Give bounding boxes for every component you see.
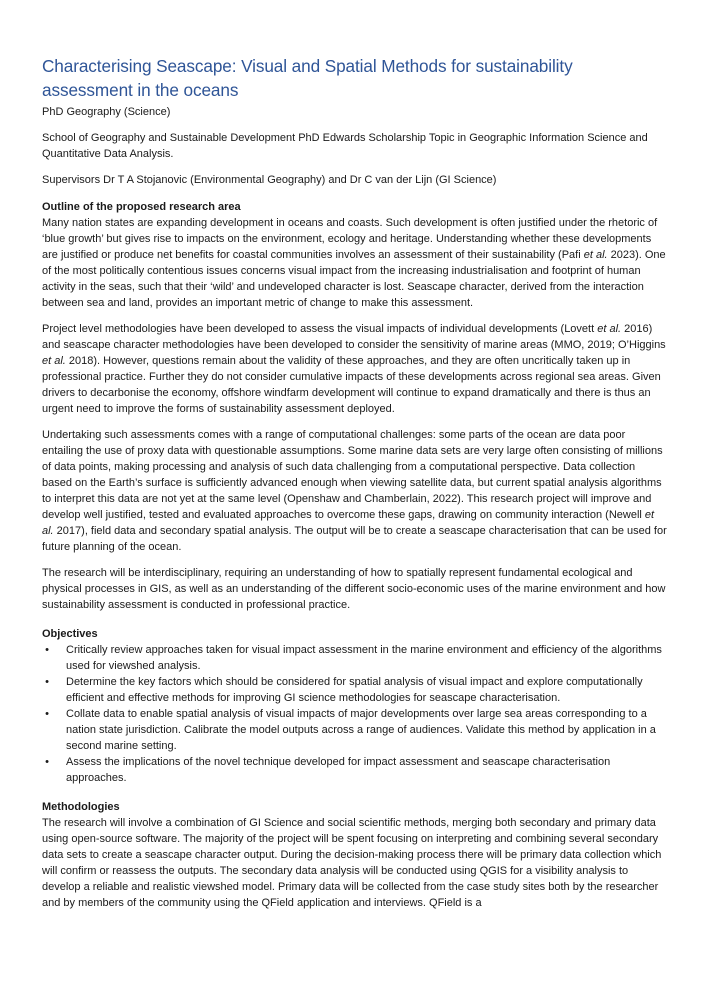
outline-paragraph-2: Project level methodologies have been developed to assess the visual impacts of individual developments (Lovett et al. 2016) and seascape character methodologies have been developed to consider the sensitivity of marine areas (MMO, 2019; O’Higgins et al. 2018). However, questions remain about the validity of these approaches, and they are often uncritically taken up in professional practice. Further they do not consider cumulative impacts of these developments across regional sea areas. Given drivers to decarbonise the economy, offshore windfarm development will continue to expand dramatically and there is thus an urgent need to improve the forms of sustainability assessment deployed. [42,323,666,415]
bullet-icon: • [45,676,49,688]
bullet-icon: • [45,756,49,768]
outline-heading: Outline of the proposed research area [42,201,241,213]
school-line: School of Geography and Sustainable Development PhD Edwards Scholarship Topic in Geographic Information Science and Quantitative Data Analysis. [42,132,648,160]
methodologies-heading: Methodologies [42,801,120,813]
methodologies-paragraph-1: The research will involve a combination of GI Science and social scientific methods, merging both secondary and primary data using open-source software. The majority of the project will be spent focusing on interpreting and combining several secondary data sets to create a seascape character output. During the decision-making process there will be primary data collection which will confirm or reassess the outputs. The secondary data analysis will be conducted using QGIS for a visibility analysis to develop a reliable and realistic viewshed model. Primary data will be collected from the case study sites both by the researcher and by members of the community using the QField application and interviews. QField is a [42,817,662,909]
degree-line: PhD Geography (Science) [42,106,171,118]
list-item: • Assess the implications of the novel technique developed for impact assessment and seascape characterisation approaches. [42,754,667,786]
document-title: Characterising Seascape: Visual and Spatial Methods for sustainability assessment in the oceans [42,56,573,100]
outline-paragraph-1: Many nation states are expanding development in oceans and coasts. Such development is often justified under the rhetoric of ‘blue growth’ but gives rise to impacts on the environment, ecology and heritage. Understanding whether these developments are justified or produce net benefits for coastal communities involves an assessment of their sustainability (Pafi et al. 2023). One of the most politically contentious issues concerns visual impact from the increasing industrialisation and footprint of human activity in the seas, such that their ‘wild’ and undeveloped character is lost. Seascape character, derived from the interaction between sea and land, provides an important metric of change to make this assessment. [42,217,666,309]
objectives-heading: Objectives [42,628,98,640]
objectives-list [42,642,667,786]
outline-paragraph-4: The research will be interdisciplinary, requiring an understanding of how to spatially represent fundamental ecological and physical processes in GIS, as well as an understanding of the different socio-economic uses of the marine environment and how sustainability assessment is conducted in professional practice. [42,567,666,611]
list-item: • Determine the key factors which should be considered for spatial analysis of visual impact and explore computationally efficient and effective methods for improving GI science methodologies for seascape characterisation. [42,674,667,706]
bullet-icon: • [45,644,49,656]
supervisors-line: Supervisors Dr T A Stojanovic (Environmental Geography) and Dr C van der Lijn (GI Science) [42,174,497,186]
list-item: • Critically review approaches taken for visual impact assessment in the marine environment and efficiency of the algorithms used for viewshed analysis. [42,642,667,674]
list-item: • Collate data to enable spatial analysis of visual impacts of major developments over large sea areas corresponding to a nation state jurisdiction. Calibrate the model outputs across a range of audiences. Validate this method by application in a second marine setting. [42,706,667,754]
outline-paragraph-3: Undertaking such assessments comes with a range of computational challenges: some parts of the ocean are data poor entailing the use of proxy data with questionable assumptions. Some marine data sets are very large often consisting of millions of data points, making processing and analysis of such data challenging from a computational perspective. Data collection based on the Earth’s surface is sufficiently advanced enough when viewing satellite data, but current spatial analysis algorithms to interpret this data are not yet at the same level (Openshaw and Chamberlain, 2022). This research project will improve and develop well justified, tested and evaluated approaches to overcome these gaps, drawing on community interaction (Newell et al. 2017), field data and secondary spatial analysis. The output will be to create a seascape characterisation that can be used for future planning of the ocean. [42,429,667,553]
bullet-icon: • [45,708,49,720]
